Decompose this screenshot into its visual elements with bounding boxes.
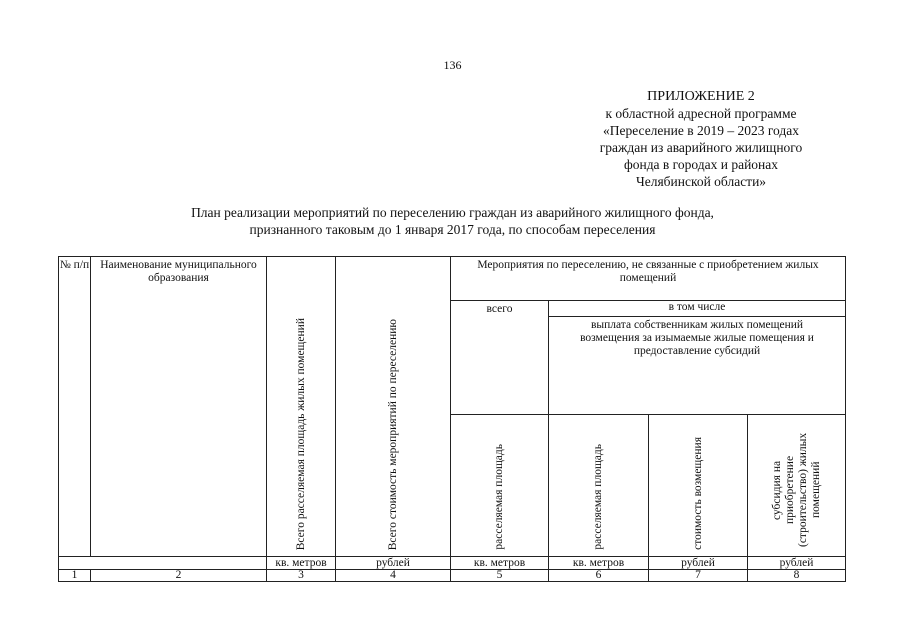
header-municipality-label: Наименование муниципального образования xyxy=(100,259,257,284)
column-number: 4 xyxy=(335,569,451,582)
header-compensation-cost-label: стоимость возмещения xyxy=(691,437,704,550)
plan-title-line: признанного таковым до 1 января 2017 года, по способам переселения xyxy=(249,222,656,237)
plan-title-line: План реализации мероприятий по переселению граждан из аварийного жилищного фонда, xyxy=(191,205,714,220)
header-including xyxy=(548,300,846,317)
appendix-line: «Переселение в 2019 – 2023 годах xyxy=(602,123,800,138)
header-measures-group xyxy=(450,256,846,301)
appendix-header xyxy=(585,88,817,190)
header-total-cost xyxy=(335,256,451,557)
column-number: 3 xyxy=(266,569,336,582)
resettlement-plan-table xyxy=(58,256,846,582)
units-blank xyxy=(58,556,267,570)
header-num xyxy=(58,256,91,557)
column-number: 7 xyxy=(648,569,748,582)
unit-resettled-area-total: кв. метров xyxy=(450,556,549,570)
header-compensation-cost xyxy=(648,414,748,557)
header-resettled-area xyxy=(548,414,649,557)
header-resettled-area-label: расселяемая площадь xyxy=(592,444,604,550)
header-including-label: в том числе xyxy=(668,301,726,313)
unit-total-cost: рублей xyxy=(335,556,451,570)
header-municipality xyxy=(90,256,267,557)
column-number: 6 xyxy=(548,569,649,582)
column-number: 8 xyxy=(747,569,846,582)
appendix-line: фонда в городах и районах xyxy=(623,157,779,172)
column-number: 5 xyxy=(450,569,549,582)
plan-title xyxy=(0,204,905,238)
header-total xyxy=(450,300,549,415)
header-resettled-area-total-label: расселяемая площадь xyxy=(493,444,505,550)
appendix-line: к областной адресной программе xyxy=(605,106,797,121)
column-number: 2 xyxy=(90,569,267,582)
header-measures-group-label: Мероприятия по переселению, не связанные с приобретением жилых помещений xyxy=(477,259,819,284)
column-number: 1 xyxy=(58,569,91,582)
header-resettled-area-total xyxy=(450,414,549,557)
header-total-cost-label: Всего стоимость мероприятий по переселению xyxy=(386,318,399,550)
header-total-label: всего xyxy=(486,303,513,315)
appendix-line: Челябинской области» xyxy=(635,174,767,189)
unit-compensation-cost: рублей xyxy=(648,556,748,570)
appendix-line: граждан из аварийного жилищного xyxy=(599,140,803,155)
header-num-label: № п/п xyxy=(59,259,90,271)
unit-subsidy: рублей xyxy=(747,556,846,570)
appendix-title: ПРИЛОЖЕНИЕ 2 xyxy=(647,89,755,104)
page-number: 136 xyxy=(443,58,462,72)
header-total-area-label: Всего расселяемая площадь жилых помещений xyxy=(294,317,307,550)
unit-resettled-area: кв. метров xyxy=(548,556,649,570)
header-total-area xyxy=(266,256,336,557)
header-payment-group xyxy=(548,316,846,415)
header-payment-group-label: выплата собственникам жилых помещений возмещения за изымаемые жилые помещения и предоставление субсидий xyxy=(580,319,814,357)
header-subsidy xyxy=(747,414,846,557)
unit-total-area: кв. метров xyxy=(266,556,336,570)
header-subsidy-label: субсидия на приобретение (строительство) жилых помещений xyxy=(770,432,822,548)
